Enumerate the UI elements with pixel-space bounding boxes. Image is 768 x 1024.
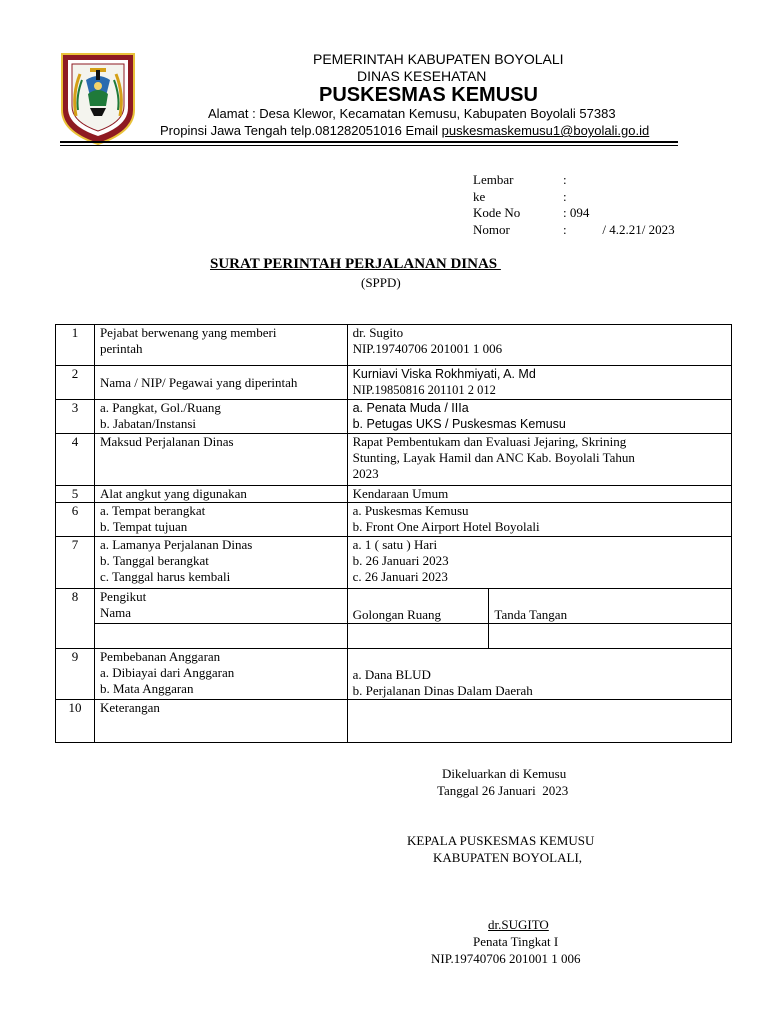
row-number: 9	[56, 649, 95, 700]
row-number: 2	[56, 366, 95, 400]
header-divider-thin	[60, 145, 678, 146]
row-number: 6	[56, 503, 95, 537]
header-contact-prefix: Propinsi Jawa Tengah telp.081282051016 Email	[160, 123, 442, 138]
row-label: Keterangan	[94, 700, 347, 743]
follower-golongan-header: Golongan Ruang	[347, 589, 489, 624]
meta-nomor-value: : / 4.2.21/ 2023	[563, 222, 675, 237]
row-value: Kurniavi Viska Rokhmiyati, A. Md NIP.19850816 201101 2 012	[347, 366, 731, 400]
table-row	[56, 589, 732, 624]
document-subtitle: (SPPD)	[361, 275, 401, 290]
row-number: 4	[56, 434, 95, 486]
row-value	[347, 700, 731, 743]
row-label: Alat angkut yang digunakan	[94, 486, 347, 503]
table-row	[56, 434, 732, 486]
header-institution-title: PUSKESMAS KEMUSU	[319, 84, 538, 106]
row-number: 8	[56, 589, 95, 649]
row-number: 3	[56, 400, 95, 434]
meta-kode-value: : 094	[563, 205, 590, 220]
table-row	[56, 503, 732, 537]
row-value: Kendaraan Umum	[347, 486, 731, 503]
table-row	[56, 624, 732, 649]
table-row	[56, 366, 732, 400]
sppd-table	[55, 324, 732, 743]
table-row	[56, 486, 732, 503]
row-number: 1	[56, 325, 95, 366]
footer-issued-at: Dikeluarkan di Kemusu	[442, 766, 567, 781]
row-value: a. Penata Muda / IIIa b. Petugas UKS / Puskesmas Kemusu	[347, 400, 731, 434]
header-email-link[interactable]: puskesmaskemusu1@boyolali.go.id	[441, 123, 650, 138]
footer-date: Tanggal 26 Januari 2023	[437, 783, 569, 798]
row-number: 10	[56, 700, 95, 743]
document-title: SURAT PERINTAH PERJALANAN DINAS	[210, 256, 501, 272]
header-contact	[160, 123, 649, 138]
footer-office-line1: KEPALA PUSKESMAS KEMUSU	[407, 833, 595, 848]
meta-ke-label: ke	[473, 189, 486, 204]
follower-signature-cell	[489, 624, 732, 649]
row-label: Nama / NIP/ Pegawai yang diperintah	[94, 366, 347, 400]
row-label: Pembebanan Anggaran a. Dibiayai dari Anggaran b. Mata Anggaran	[94, 649, 347, 700]
row-label: Maksud Perjalanan Dinas	[94, 434, 347, 486]
signer-nip: NIP.19740706 201001 1 006	[431, 951, 581, 966]
row-number: 7	[56, 537, 95, 589]
meta-ke-value: :	[563, 189, 567, 204]
header-government-line: PEMERINTAH KABUPATEN BOYOLALI	[313, 51, 564, 67]
table-row	[56, 649, 732, 700]
signer-name: dr.SUGITO	[488, 917, 549, 932]
header-divider-thick	[60, 141, 678, 143]
row-label: Pengikut Nama	[94, 589, 347, 624]
follower-golongan-cell	[347, 624, 489, 649]
boyolali-regency-emblem-logo	[60, 50, 136, 146]
header-department-line: DINAS KESEHATAN	[357, 68, 487, 84]
table-row	[56, 700, 732, 743]
signer-rank: Penata Tingkat I	[473, 934, 559, 949]
row-value: a. 1 ( satu ) Hari b. 26 Januari 2023 c. 26 Januari 2023	[347, 537, 731, 589]
row-value: a. Dana BLUD b. Perjalanan Dinas Dalam Daerah	[347, 649, 731, 700]
table-row	[56, 400, 732, 434]
meta-nomor-label: Nomor	[473, 222, 510, 237]
row-label: a. Pangkat, Gol./Ruang b. Jabatan/Instansi	[94, 400, 347, 434]
row-value: Rapat Pembentukam dan Evaluasi Jejaring, Skrining Stunting, Layak Hamil dan ANC Kab. Boyolali Tahun 2023	[347, 434, 731, 486]
table-row	[56, 537, 732, 589]
follower-name-cell	[94, 624, 347, 649]
meta-lembar-label: Lembar	[473, 172, 514, 187]
footer-office-line2: KABUPATEN BOYOLALI,	[433, 850, 583, 865]
row-label: a. Tempat berangkat b. Tempat tujuan	[94, 503, 347, 537]
row-label: Pejabat berwenang yang memberi perintah	[94, 325, 347, 366]
row-value: a. Puskesmas Kemusu b. Front One Airport Hotel Boyolali	[347, 503, 731, 537]
row-label: a. Lamanya Perjalanan Dinas b. Tanggal berangkat c. Tanggal harus kembali	[94, 537, 347, 589]
follower-signature-header: Tanda Tangan	[489, 589, 732, 624]
header-address: Alamat : Desa Klewor, Kecamatan Kemusu, Kabupaten Boyolali 57383	[208, 106, 616, 121]
meta-kode-label: Kode No	[473, 205, 521, 220]
row-value: dr. Sugito NIP.19740706 201001 1 006	[347, 325, 731, 366]
row-number: 5	[56, 486, 95, 503]
meta-lembar-value: :	[563, 172, 567, 187]
table-row	[56, 325, 732, 366]
